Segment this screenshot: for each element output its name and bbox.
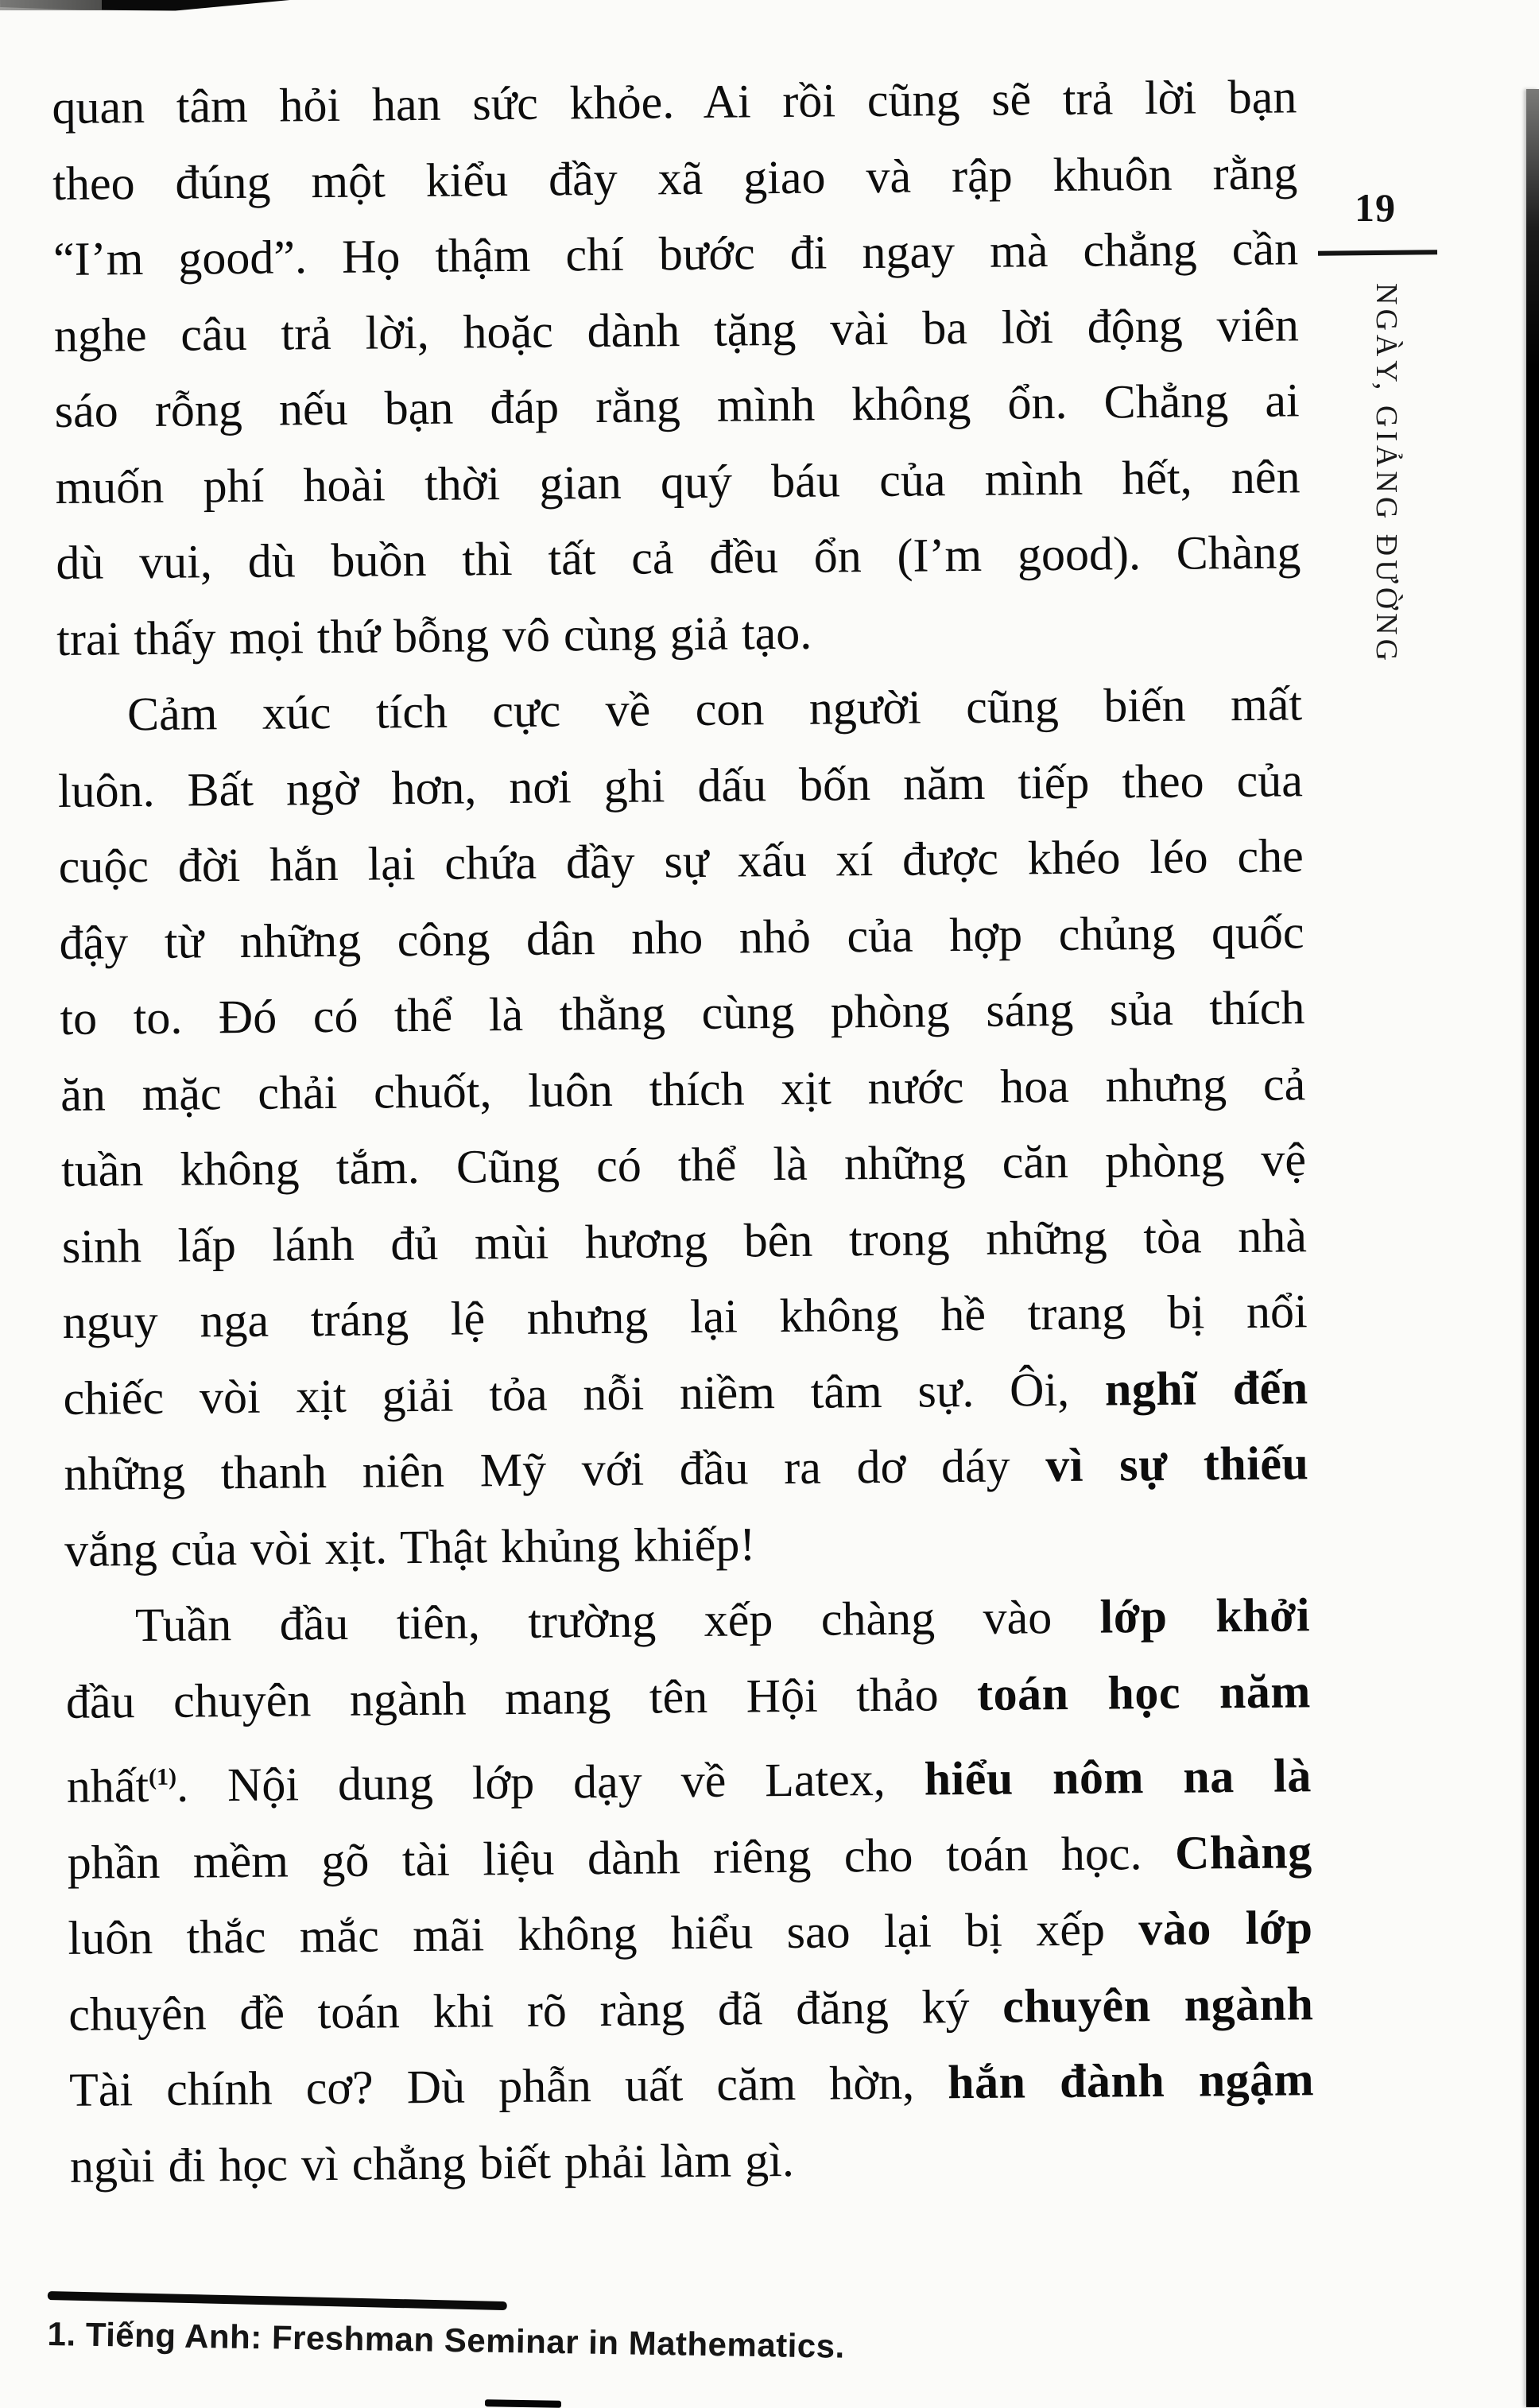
text-segment: sáo rỗng nếu bạn đáp rằng mình không ổn. Chẳng ai	[54, 374, 1300, 437]
footnote-rule	[48, 2291, 507, 2310]
text-line	[58, 743, 1304, 829]
text-line	[68, 1966, 1314, 2053]
text-line	[52, 59, 1297, 145]
text-segment: Chàng	[1174, 1824, 1312, 1879]
text-segment: phần mềm gõ tài liệu dành riêng cho toán học.	[67, 1826, 1176, 1889]
text-segment: những thanh niên Mỹ với đầu ra dơ dáy	[64, 1439, 1046, 1500]
text-segment: luôn. Bất ngờ hơn, nơi ghi dấu bốn năm tiếp theo của	[57, 753, 1304, 817]
scan-artifact-bottom-smudge	[485, 2399, 561, 2408]
text-line	[60, 1046, 1306, 1133]
footnote-marker: (1)	[148, 1763, 177, 1791]
text-line	[64, 1502, 1310, 1588]
text-segment: vắng của vòi xịt. Thật khủng khiếp!	[64, 1517, 756, 1576]
text-segment: cuộc đời hắn lại chứa đầy sự xấu xí được khéo léo che	[58, 829, 1304, 893]
text-segment: dù vui, dù buồn thì tất cả đều ổn (I’m good). Chàng	[56, 525, 1301, 589]
text-segment: hiểu nôm na là	[924, 1749, 1312, 1805]
text-line	[61, 1122, 1307, 1208]
text-line	[54, 363, 1300, 449]
text-segment: nghĩ đến	[1104, 1360, 1308, 1415]
text-segment: . Nội dung lớp dạy về Latex,	[176, 1752, 925, 1812]
chapter-title-vertical: NGÀY, GIẢNG ĐƯỜNG	[1370, 283, 1403, 665]
header-rule-divider	[1318, 250, 1437, 256]
text-segment: tuần không tắm. Cũng có thể là những căn phòng vệ	[60, 1133, 1307, 1196]
text-line	[69, 2042, 1315, 2128]
text-segment: muốn phí hoài thời gian quý báu của mình hết, nên	[55, 449, 1301, 514]
text-segment: sinh lấp lánh đủ mùi hương bên trong những tòa nhà	[61, 1208, 1308, 1273]
text-segment: vì sự thiếu	[1045, 1437, 1309, 1492]
text-segment: nhất	[66, 1759, 149, 1813]
text-segment: ngùi đi học vì chẳng biết phải làm gì.	[69, 2133, 795, 2193]
text-segment: đậy từ những công dân nho nhỏ của hợp chủng quốc	[59, 905, 1304, 969]
text-line	[56, 514, 1301, 601]
text-segment: hắn đành ngậm	[947, 2053, 1315, 2109]
text-segment: luôn thắc mắc mãi không hiểu sao lại bị xếp	[68, 1902, 1139, 1964]
text-segment: Cảm xúc tích cực về con người cũng biến mất	[126, 677, 1303, 741]
text-segment: lớp khởi	[1099, 1588, 1311, 1643]
text-line	[59, 894, 1304, 981]
text-line	[56, 591, 1302, 677]
text-segment: ăn mặc chải chuốt, luôn thích xịt nước hoa nhưng cả	[60, 1057, 1306, 1121]
body-text	[52, 59, 1315, 2204]
text-line	[58, 818, 1304, 905]
text-line	[62, 1274, 1308, 1360]
text-line	[53, 211, 1299, 297]
text-segment: Tuần đầu tiên, trường xếp chàng vào	[134, 1590, 1100, 1652]
text-line	[70, 2118, 1316, 2204]
text-line	[63, 1350, 1308, 1437]
text-segment: chuyên ngành	[1002, 1976, 1314, 2033]
text-segment: nghe câu trả lời, hoặc dành tặng vài ba lời động viên	[53, 297, 1300, 362]
text-segment: “I’m good”. Họ thậm chí bước đi ngay mà chẳng cần	[52, 222, 1299, 285]
text-line	[66, 1654, 1312, 1740]
text-segment: đầu chuyên ngành mang tên Hội thảo	[65, 1667, 978, 1728]
footnote-text: 1. Tiếng Anh: Freshman Seminar in Mathematics.	[47, 2315, 846, 2365]
text-line	[62, 1198, 1308, 1285]
text-line	[52, 135, 1298, 222]
text-segment: to to. Đó có thể là thằng cùng phòng sáng sủa thích	[60, 981, 1305, 1045]
text-line	[57, 666, 1303, 753]
scan-artifact-book-gutter	[1526, 89, 1539, 2407]
text-line	[55, 439, 1301, 525]
text-line	[60, 970, 1305, 1057]
text-segment: chuyên đề toán khi rõ ràng đã đăng ký	[68, 1980, 1003, 2041]
text-segment: quan tâm hỏi han sức khỏe. Ai rồi cũng sẽ trả lời bạn	[52, 70, 1297, 134]
text-line	[68, 1890, 1313, 1976]
text-segment: theo đúng một kiểu đầy xã giao và rập khuôn rằng	[52, 145, 1298, 210]
text-segment: nguy nga tráng lệ nhưng lại không hề trang bị nổi	[62, 1285, 1308, 1348]
text-segment: vào lớp	[1138, 1901, 1313, 1956]
text-line	[66, 1729, 1312, 1824]
scan-artifact-top-gray	[0, 0, 102, 10]
text-line	[54, 287, 1300, 374]
text-line	[64, 1425, 1309, 1512]
text-line	[65, 1577, 1311, 1664]
text-line	[67, 1814, 1312, 1901]
text-segment: Tài chính cơ? Dù phẫn uất căm hờn,	[68, 2056, 948, 2116]
text-segment: trai thấy mọi thứ bỗng vô cùng giả tạo.	[56, 606, 812, 665]
page-number: 19	[1355, 185, 1396, 230]
text-segment: toán học năm	[976, 1664, 1312, 1720]
text-segment: chiếc vòi xịt giải tỏa nỗi niềm tâm sự. Ôi,	[63, 1363, 1106, 1425]
